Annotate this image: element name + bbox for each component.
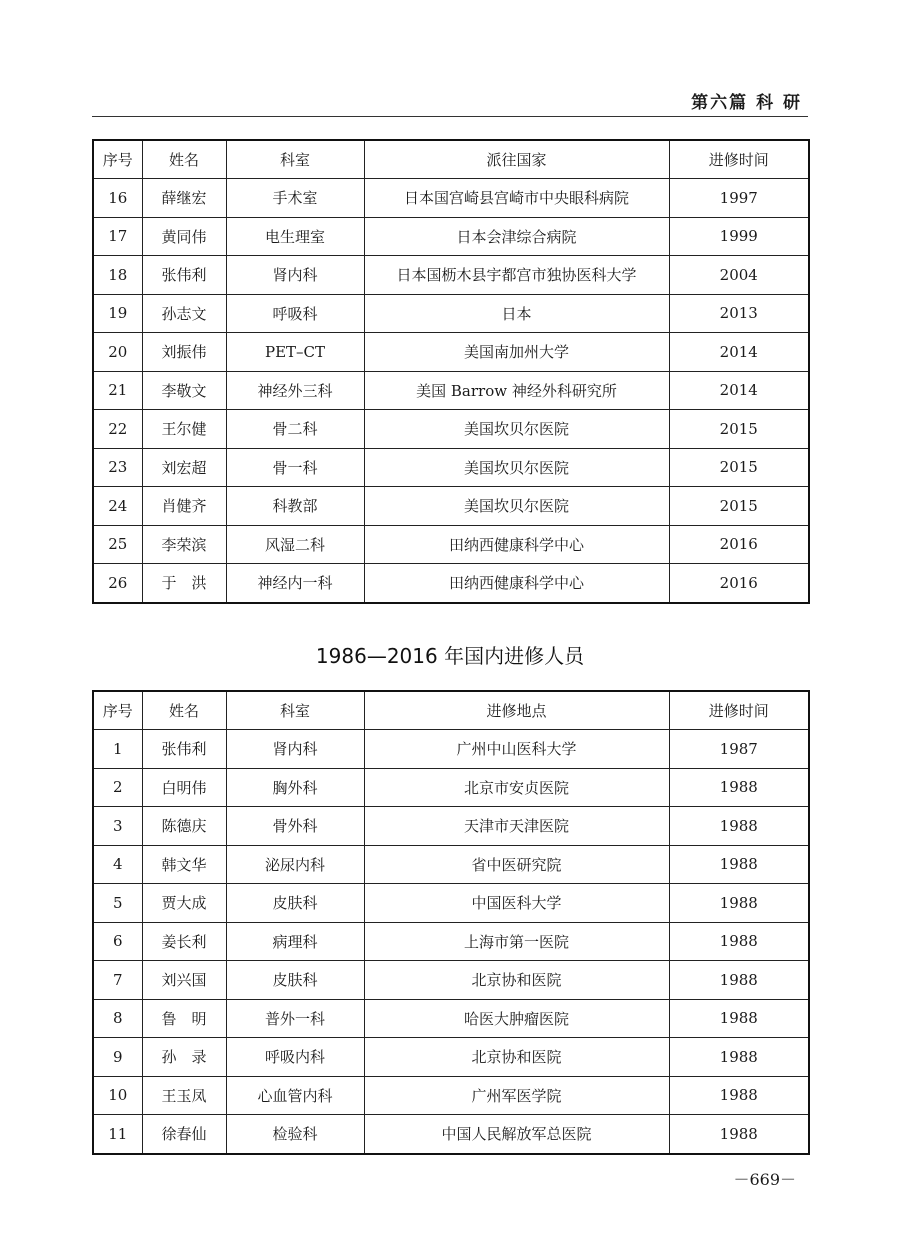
table-cell: 美国 Barrow 神经外科研究所	[364, 371, 669, 410]
table-cell: 日本国宫崎县宫崎市中央眼科病院	[364, 179, 669, 218]
table-cell: 陈德庆	[142, 807, 226, 846]
table-header-row	[93, 691, 809, 730]
table-row	[93, 525, 809, 564]
table-cell: 7	[93, 961, 142, 1000]
table-cell: 2015	[669, 487, 809, 526]
table-cell: 骨一科	[226, 448, 364, 487]
table-cell: 美国坎贝尔医院	[364, 448, 669, 487]
table-cell: 19	[93, 294, 142, 333]
table-cell: 23	[93, 448, 142, 487]
table-cell: 哈医大肿瘤医院	[364, 999, 669, 1038]
table-row	[93, 999, 809, 1038]
table-cell: 神经内一科	[226, 564, 364, 603]
table-cell: 鲁 明	[142, 999, 226, 1038]
table-row	[93, 884, 809, 923]
table-cell: 皮肤科	[226, 961, 364, 1000]
table-cell: 呼吸科	[226, 294, 364, 333]
table-cell: 王玉凤	[142, 1076, 226, 1115]
table-cell: 1988	[669, 999, 809, 1038]
table-cell: 1988	[669, 1115, 809, 1154]
table-row	[93, 961, 809, 1000]
table-row	[93, 922, 809, 961]
table-cell: PET–CT	[226, 333, 364, 372]
table-body	[93, 730, 809, 1154]
table-cell: 26	[93, 564, 142, 603]
table-cell: 刘宏超	[142, 448, 226, 487]
table-cell: 李敬文	[142, 371, 226, 410]
table-cell: 田纳西健康科学中心	[364, 525, 669, 564]
column-header: 派往国家	[364, 140, 669, 179]
table-row	[93, 807, 809, 846]
table-cell: 3	[93, 807, 142, 846]
table-cell: 呼吸内科	[226, 1038, 364, 1077]
table-cell: 1999	[669, 217, 809, 256]
table-cell: 黄同伟	[142, 217, 226, 256]
table-row	[93, 768, 809, 807]
table-cell: 1988	[669, 961, 809, 1000]
table-cell: 2016	[669, 525, 809, 564]
table-cell: 1988	[669, 884, 809, 923]
table-cell: 8	[93, 999, 142, 1038]
table-cell: 美国坎贝尔医院	[364, 410, 669, 449]
column-header: 姓名	[142, 140, 226, 179]
table-row	[93, 294, 809, 333]
table-cell: 25	[93, 525, 142, 564]
table-cell: 2004	[669, 256, 809, 295]
table-cell: 17	[93, 217, 142, 256]
table-cell: 手术室	[226, 179, 364, 218]
table-cell: 王尔健	[142, 410, 226, 449]
table-cell: 5	[93, 884, 142, 923]
table-cell: 肾内科	[226, 256, 364, 295]
table-cell: 肾内科	[226, 730, 364, 769]
table-cell: 2015	[669, 410, 809, 449]
column-header: 进修地点	[364, 691, 669, 730]
table-cell: 1	[93, 730, 142, 769]
table-cell: 日本国枥木县宇都宫市独协医科大学	[364, 256, 669, 295]
table-cell: 白明伟	[142, 768, 226, 807]
table-cell: 11	[93, 1115, 142, 1154]
table-cell: 美国南加州大学	[364, 333, 669, 372]
table-cell: 1988	[669, 1076, 809, 1115]
table-cell: 田纳西健康科学中心	[364, 564, 669, 603]
table-row	[93, 333, 809, 372]
table-row	[93, 730, 809, 769]
table-cell: 广州中山医科大学	[364, 730, 669, 769]
table-cell: 科教部	[226, 487, 364, 526]
table-cell: 北京协和医院	[364, 1038, 669, 1077]
table-cell: 6	[93, 922, 142, 961]
column-header: 科室	[226, 140, 364, 179]
table-row	[93, 448, 809, 487]
table-row	[93, 217, 809, 256]
table-row	[93, 1076, 809, 1115]
table-cell: 骨外科	[226, 807, 364, 846]
table-cell: 风湿二科	[226, 525, 364, 564]
table-cell: 2015	[669, 448, 809, 487]
table-cell: 张伟利	[142, 256, 226, 295]
table-header-row	[93, 140, 809, 179]
table-cell: 美国坎贝尔医院	[364, 487, 669, 526]
table-cell: 1997	[669, 179, 809, 218]
table-cell: 韩文华	[142, 845, 226, 884]
table-cell: 孙志文	[142, 294, 226, 333]
table-cell: 张伟利	[142, 730, 226, 769]
table-cell: 皮肤科	[226, 884, 364, 923]
column-header: 序号	[93, 691, 142, 730]
domestic-training-table	[92, 690, 810, 1155]
table-cell: 检验科	[226, 1115, 364, 1154]
column-header: 序号	[93, 140, 142, 179]
table-cell: 骨二科	[226, 410, 364, 449]
table-row	[93, 256, 809, 295]
table-body	[93, 179, 809, 603]
table-cell: 孙 录	[142, 1038, 226, 1077]
table-cell: 16	[93, 179, 142, 218]
column-header: 科室	[226, 691, 364, 730]
table-cell: 神经外三科	[226, 371, 364, 410]
table-cell: 18	[93, 256, 142, 295]
table-cell: 中国人民解放军总医院	[364, 1115, 669, 1154]
table-cell: 日本会津综合病院	[364, 217, 669, 256]
running-header	[92, 86, 808, 117]
table-cell: 中国医科大学	[364, 884, 669, 923]
column-header: 进修时间	[669, 691, 809, 730]
table-cell: 肖健齐	[142, 487, 226, 526]
table-cell: 2	[93, 768, 142, 807]
page-number: －669－	[733, 1170, 796, 1189]
table-cell: 薛继宏	[142, 179, 226, 218]
table-cell: 北京市安贞医院	[364, 768, 669, 807]
table-cell: 北京协和医院	[364, 961, 669, 1000]
column-header: 进修时间	[669, 140, 809, 179]
table-cell: 1988	[669, 845, 809, 884]
table-cell: 天津市天津医院	[364, 807, 669, 846]
table-cell: 2016	[669, 564, 809, 603]
table-row	[93, 487, 809, 526]
section-title: 1986—2016 年国内进修人员	[315, 644, 585, 668]
table-cell: 心血管内科	[226, 1076, 364, 1115]
table-cell: 2014	[669, 333, 809, 372]
table-cell: 广州军医学院	[364, 1076, 669, 1115]
table-cell: 22	[93, 410, 142, 449]
table-cell: 姜长利	[142, 922, 226, 961]
table-cell: 2014	[669, 371, 809, 410]
table-cell: 1987	[669, 730, 809, 769]
table-cell: 日本	[364, 294, 669, 333]
table-cell: 20	[93, 333, 142, 372]
table-cell: 1988	[669, 922, 809, 961]
table-cell: 刘兴国	[142, 961, 226, 1000]
table-row	[93, 1038, 809, 1077]
table-cell: 1988	[669, 807, 809, 846]
table-cell: 徐春仙	[142, 1115, 226, 1154]
table-cell: 1988	[669, 768, 809, 807]
table-cell: 贾大成	[142, 884, 226, 923]
table-row	[93, 371, 809, 410]
table-cell: 刘振伟	[142, 333, 226, 372]
table-cell: 9	[93, 1038, 142, 1077]
table-cell: 上海市第一医院	[364, 922, 669, 961]
table-cell: 2013	[669, 294, 809, 333]
table-cell: 省中医研究院	[364, 845, 669, 884]
table-row	[93, 564, 809, 603]
table-cell: 普外一科	[226, 999, 364, 1038]
table-row	[93, 845, 809, 884]
table-cell: 泌尿内科	[226, 845, 364, 884]
table-cell: 10	[93, 1076, 142, 1115]
table-cell: 24	[93, 487, 142, 526]
table-cell: 于 洪	[142, 564, 226, 603]
table-cell: 胸外科	[226, 768, 364, 807]
table-row	[93, 179, 809, 218]
table-cell: 李荣滨	[142, 525, 226, 564]
table-cell: 1988	[669, 1038, 809, 1077]
column-header: 姓名	[142, 691, 226, 730]
chapter-title: 第六篇 科 研	[691, 93, 802, 113]
overseas-training-table	[92, 139, 810, 604]
table-cell: 病理科	[226, 922, 364, 961]
table-row	[93, 1115, 809, 1154]
table-cell: 电生理室	[226, 217, 364, 256]
table-cell: 4	[93, 845, 142, 884]
table-row	[93, 410, 809, 449]
table-cell: 21	[93, 371, 142, 410]
